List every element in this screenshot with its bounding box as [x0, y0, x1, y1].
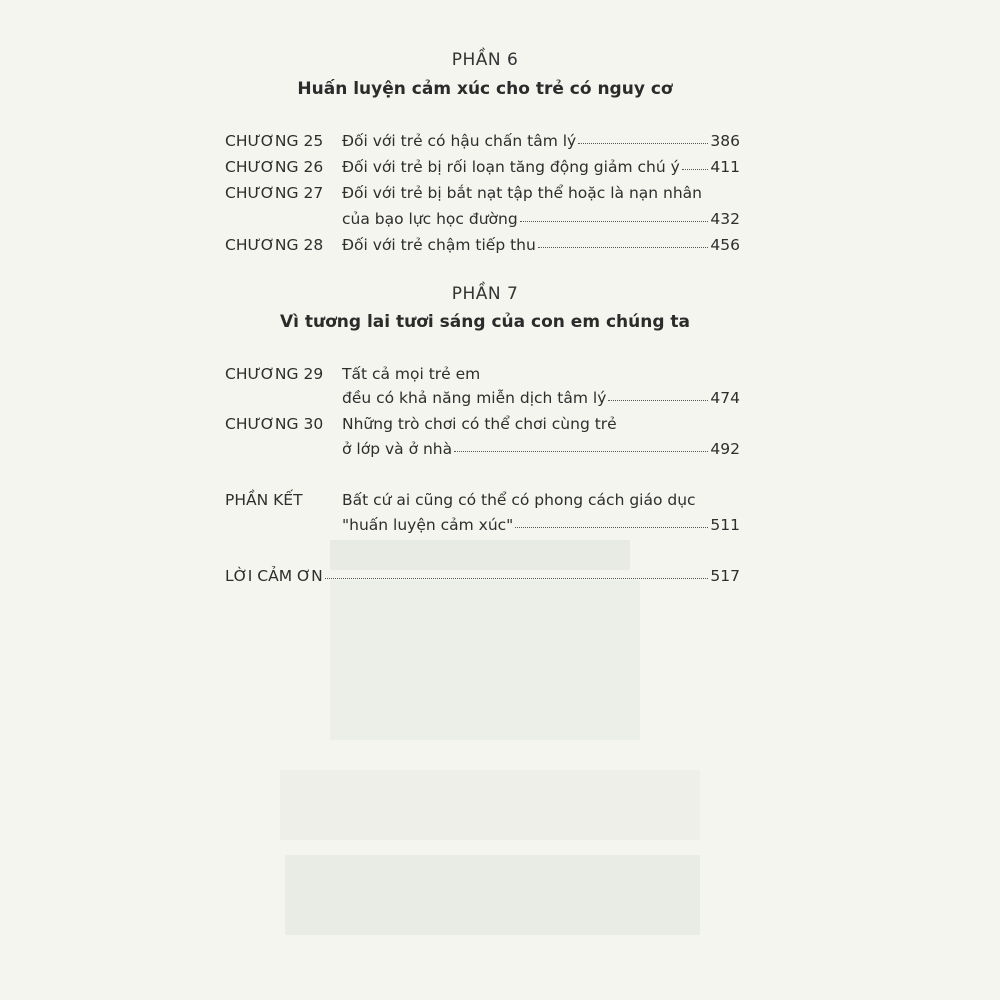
toc-entry-continued[interactable]	[225, 437, 740, 461]
toc-entry[interactable]	[225, 412, 740, 436]
chapter-title: Tất cả mọi trẻ em	[342, 365, 481, 383]
toc-entry[interactable]	[225, 233, 740, 257]
page-number: 456	[710, 236, 740, 254]
leader-dots	[538, 233, 709, 248]
leader-dots	[682, 155, 709, 170]
page-number: 492	[710, 440, 740, 458]
chapter-title-continued: ở lớp và ở nhà	[342, 440, 453, 458]
toc-entry[interactable]	[225, 564, 740, 588]
section-label: PHẦN KẾT	[225, 491, 303, 509]
leader-dots	[325, 564, 709, 579]
chapter-label: CHƯƠNG 28	[225, 236, 324, 254]
chapter-label: CHƯƠNG 26	[225, 158, 324, 176]
page-number: 474	[710, 389, 740, 407]
chapter-title-continued: đều có khả năng miễn dịch tâm lý	[342, 389, 607, 407]
page-number: 411	[710, 158, 740, 176]
chapter-title: Đối với trẻ có hậu chấn tâm lý	[342, 132, 577, 150]
toc-entry-continued[interactable]	[225, 513, 740, 537]
toc-entry[interactable]	[225, 362, 740, 386]
toc-entry-continued[interactable]	[225, 386, 740, 410]
page-number: 432	[710, 210, 740, 228]
leader-dots	[454, 437, 708, 452]
section-label: LỜI CẢM ƠN	[225, 567, 323, 585]
chapter-title: Đối với trẻ bị bắt nạt tập thể hoặc là nạn nhân	[342, 184, 703, 202]
chapter-label: CHƯƠNG 27	[225, 184, 324, 202]
chapter-label: CHƯƠNG 29	[225, 365, 324, 383]
toc-entry[interactable]	[225, 488, 740, 512]
leader-dots	[608, 386, 708, 401]
page-number: 517	[710, 567, 740, 585]
part-title: PHẦN 6	[451, 50, 519, 70]
chapter-title: Đối với trẻ chậm tiếp thu	[342, 236, 536, 254]
show-through-shading	[285, 855, 700, 935]
chapter-label: CHƯƠNG 30	[225, 415, 324, 433]
section-title: Bất cứ ai cũng có thể có phong cách giáo dục	[342, 491, 696, 509]
page-number: 511	[710, 516, 740, 534]
leader-dots	[578, 129, 708, 144]
chapter-title: Những trò chơi có thể chơi cùng trẻ	[342, 415, 617, 433]
part-title: PHẦN 7	[451, 284, 519, 304]
toc-entry-continued[interactable]	[225, 207, 740, 231]
chapter-title-continued: của bạo lực học đường	[342, 210, 518, 228]
toc-entry[interactable]	[225, 181, 740, 205]
toc-entry[interactable]	[225, 155, 740, 179]
section-title-continued: "huấn luyện cảm xúc"	[342, 516, 514, 534]
chapter-title: Đối với trẻ bị rối loạn tăng động giảm chú ý	[342, 158, 680, 176]
leader-dots	[515, 513, 708, 528]
show-through-shading	[280, 770, 700, 840]
toc-entry[interactable]	[225, 129, 740, 153]
chapter-label: CHƯƠNG 25	[225, 132, 324, 150]
show-through-shading	[330, 580, 640, 740]
part-subtitle: Vì tương lai tươi sáng của con em chúng ta	[279, 312, 691, 332]
leader-dots	[520, 207, 709, 222]
part-subtitle: Huấn luyện cảm xúc cho trẻ có nguy cơ	[297, 79, 673, 99]
page-number: 386	[710, 132, 740, 150]
